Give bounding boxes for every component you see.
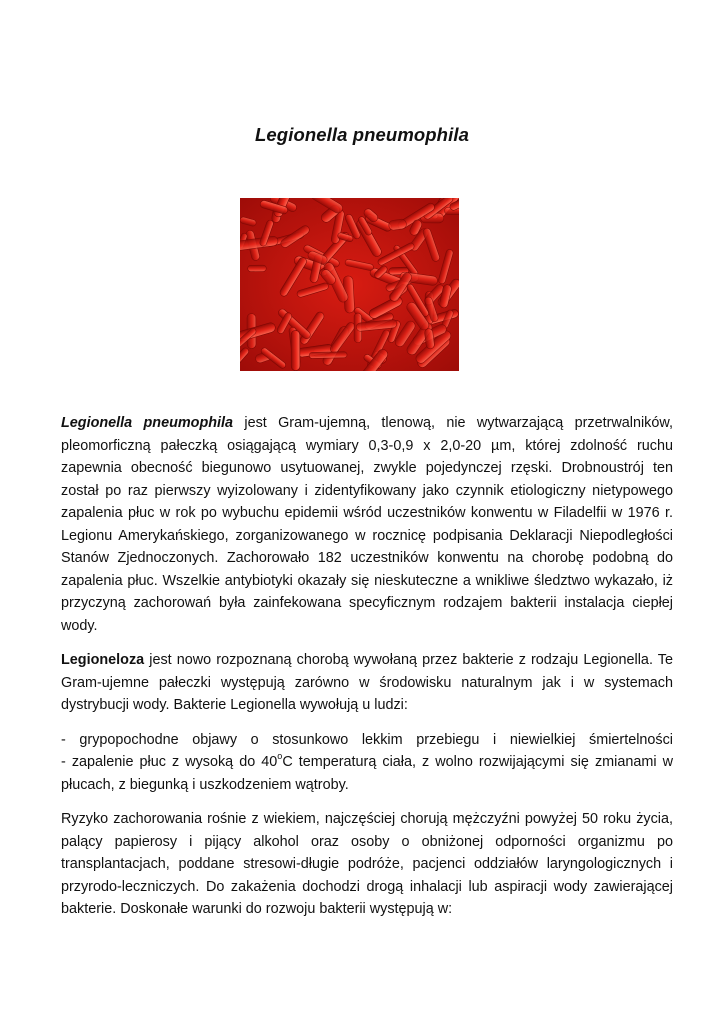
page-title: Legionella pneumophila: [255, 124, 469, 145]
paragraph-legioneloza-text: jest nowo rozpoznaną chorobą wywołaną przez bakterie z rodzaju Legionella. Te Gram-ujemne pałeczki występują zarówno w środowisku naturalnym jak i w systemach dystrybucji wody. Bakterie Legionella wywołują u ludzi:: [61, 652, 673, 713]
bacterium-rod: [291, 330, 300, 370]
list-item: [61, 751, 673, 793]
list-item-text: - zapalenie płuc z wysoką do 40: [61, 754, 278, 770]
symptom-list: [61, 729, 673, 797]
list-item-text: C temperaturą ciała, z wolno rozwijającymi się zmianami w płucach, z biegunką i uszkodzeniem wątroby.: [61, 754, 673, 793]
document-body: [61, 412, 673, 921]
bacteria-micrograph-svg: [240, 198, 459, 371]
term-legioneloza: Legioneloza: [61, 652, 145, 668]
list-item: - grypopochodne objawy o stosunkowo lekkim przebiegu i niewielkiej śmiertelności: [61, 731, 673, 748]
paragraph-risk: Ryzyko zachorowania rośnie z wiekiem, najczęściej chorują mężczyźni powyżej 50 roku życia, palący papierosy i pijący alkohol oraz osoby o obniżonej odporności organizmu po transplantacjach, poddane stresowi-długie podróże, pacjenci oddziałów laryngologicznych i przyrodo-leczniczych. Do zakażenia dochodzi drogą inhalacji lub aspiracji wody zawierającej bakterie. Doskonałe warunki do rozwoju bakterii występują w:: [61, 811, 673, 917]
paragraph-intro: [61, 412, 673, 637]
bacterium-rod: [309, 352, 347, 359]
term-legionella: Legionella pneumophila: [61, 415, 234, 431]
paragraph-legioneloza: [61, 649, 673, 717]
degree-sup: o: [277, 751, 283, 762]
bacterium-rod: [248, 265, 267, 272]
bacteria-micrograph-image: [240, 198, 459, 371]
paragraph-intro-text: jest Gram-ujemną, tlenową, nie wytwarzającą przetrwalników, pleomorficzną pałeczką osiągającą wymiary 0,3-0,9 x 2,0-20 µm, której zdolność ruchu zapewnia obecność biegunowo usytuowanej, zwykle pojedynczej rzęski. Drobnoustrój ten został po raz pierwszy wyizolowany i zidentyfikowany jako czynnik etiologiczny nietypowego zapalenia płuc w rok po wybuchu epidemii wśród uczestników konwentu w Filadelfii w 1976 r. Legionu Amerykańskiego, zorganizowanego w rocznicę podpisania Deklaracji Niepodległości Stanów Zjednoczonych. Zachorowało 182 uczestników konwentu na chorobę podobną do zapalenia płuc. Wszelkie antybiotyki okazały się nieskuteczne a wnikliwe śledztwo wykazało, iż przyczyną zachorowań była zainfekowana specyficznym rodzajem bakterii instalacja ciepłej wody.: [61, 415, 673, 634]
